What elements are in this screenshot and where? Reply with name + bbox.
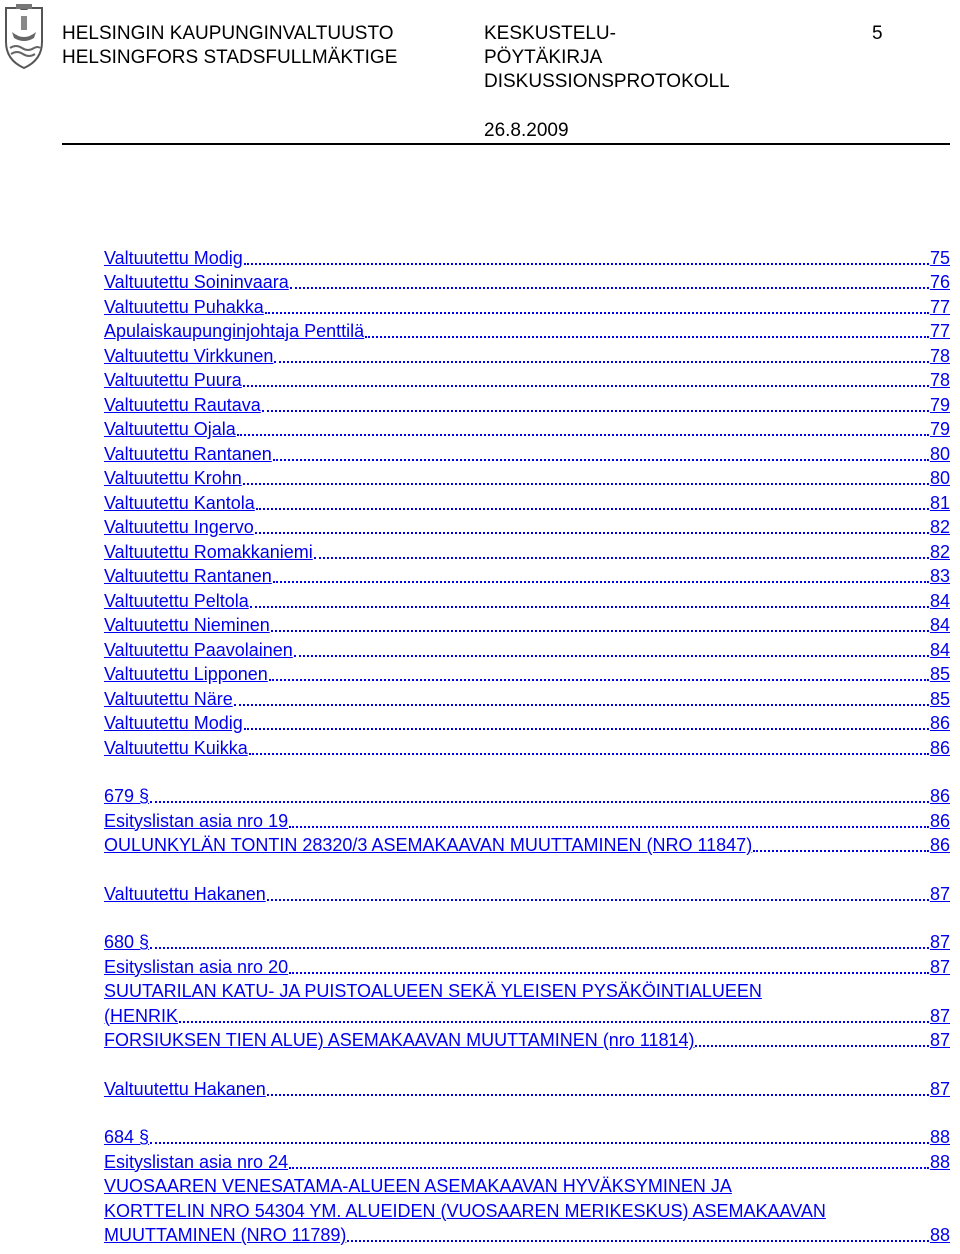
toc-entry-page-number: 77 [929,321,950,341]
toc-entry-label: MUUTTAMINEN (NRO 11789) [104,1225,347,1245]
toc-entry-label: OULUNKYLÄN TONTIN 28320/3 ASEMAKAAVAN MUUTTAMINEN (NRO 11847) [104,835,753,855]
toc-entry-page-number: 87 [929,956,950,977]
page-number: 5 [872,23,883,44]
dot-leader [267,899,929,901]
section-gap [104,856,950,880]
toc-entry-page-number: 87 [929,1030,950,1050]
dot-leader [179,1021,929,1023]
toc-entry-label: Valtuutettu Modig [104,713,243,733]
toc-entry-link[interactable] [104,734,950,759]
toc-entry-label: Valtuutettu Soininvaara [104,272,289,292]
toc-entry-link[interactable] [104,612,950,637]
dot-leader [269,679,929,681]
toc-entry-link[interactable] [104,953,950,978]
toc-entry-page-number: 86 [929,737,950,758]
toc-entry-link[interactable] [104,440,950,465]
toc-entry-page-number: 87 [929,1078,950,1099]
toc-entry-link[interactable] [104,587,950,612]
toc-entry-label: Valtuutettu Puhakka [104,296,264,317]
toc-entry-page-number: 82 [929,541,950,562]
dot-leader [255,532,929,534]
toc-entry-link[interactable] [104,929,950,954]
dot-leader [294,655,929,657]
toc-entry-label: Valtuutettu Virkkunen [104,345,274,366]
toc-entry-label: Valtuutettu Rantanen [104,566,272,586]
toc-entry-link[interactable] [104,318,950,343]
toc-entry-link[interactable] [104,269,950,294]
document-type-line-3: DISKUSSIONSPROTOKOLL [484,71,730,92]
toc-entry-page-number: 84 [929,639,950,660]
toc-entry-label: (HENRIK [104,1005,179,1026]
dot-leader [273,459,929,461]
dot-leader [695,1045,928,1047]
toc-entry-link[interactable] [104,710,950,735]
toc-entry-link[interactable] [104,293,950,318]
toc-entry-link[interactable] [104,832,950,857]
toc-entry-link[interactable] [104,1075,950,1100]
dot-leader [150,801,929,803]
organisation-name-swedish: HELSINGFORS STADSFULLMÄKTIGE [62,47,398,68]
toc-entry-link[interactable] [104,1222,950,1247]
dot-leader [237,434,929,436]
toc-entry-page-number: 82 [929,517,950,537]
table-of-contents [104,244,950,1246]
dot-leader [271,630,929,632]
toc-entry-page-number: 88 [929,1127,950,1147]
toc-entry-label: VUOSAAREN VENESATAMA-ALUEEN ASEMAKAAVAN HYVÄKSYMINEN JA [104,1176,732,1196]
document-type-line-1: KESKUSTELU- [484,23,616,44]
dot-leader [243,385,929,387]
dot-leader [243,483,929,485]
toc-entry-page-number: 79 [929,394,950,415]
toc-entry-label: Esityslistan asia nro 24 [104,1151,289,1172]
toc-entry-label: Valtuutettu Hakanen [104,883,266,904]
dot-leader [273,581,929,583]
toc-entry-label: Valtuutettu Paavolainen [104,639,293,660]
toc-entry-label: Valtuutettu Rantanen [104,443,272,464]
document-type-line-2: PÖYTÄKIRJA [484,47,603,68]
toc-entry-link[interactable] [104,636,950,661]
toc-entry-page-number: 80 [929,468,950,488]
toc-entry-page-number: 86 [929,810,950,831]
toc-entry-link[interactable] [104,342,950,367]
dot-leader [244,263,929,265]
toc-entry-link[interactable] [104,465,950,490]
toc-entry-page-number: 85 [929,664,950,684]
toc-entry-label: Valtuutettu Ojala [104,419,236,439]
helsinki-coat-of-arms-icon [2,2,46,74]
dot-leader [290,287,929,289]
toc-entry-page-number: 78 [929,345,950,366]
toc-entry-page-number: 85 [929,688,950,709]
toc-entry-label: Valtuutettu Krohn [104,468,242,488]
toc-entry-label: SUUTARILAN KATU- JA PUISTOALUEEN SEKÄ YLEISEN PYSÄKÖINTIALUEEN [104,981,762,1001]
toc-entry-link[interactable] [104,1027,950,1052]
toc-entry-label: 680 § [104,932,150,952]
toc-entry-page-number: 76 [929,272,950,292]
header-divider [62,143,950,145]
dot-leader [244,728,929,730]
dot-leader [314,557,929,559]
toc-entry-label: Valtuutettu Näre [104,688,233,709]
toc-entry-link[interactable] [104,367,950,392]
section-gap [104,1100,950,1124]
toc-entry-page-number: 86 [929,713,950,733]
toc-entry-link[interactable] [104,880,950,905]
dot-leader [267,1094,929,1096]
dot-leader [289,826,929,828]
toc-entry-page-number: 75 [929,247,950,268]
toc-entry-page-number: 83 [929,566,950,586]
toc-entry-label: 679 § [104,786,150,806]
dot-leader [249,753,929,755]
toc-entry-page-number: 86 [929,786,950,806]
toc-entry-label: FORSIUKSEN TIEN ALUE) ASEMAKAAVAN MUUTTAMINEN (nro 11814) [104,1030,695,1050]
toc-entry-page-number: 87 [929,932,950,952]
toc-entry-label: Valtuutettu Modig [104,247,243,268]
toc-entry-link[interactable] [104,244,950,269]
toc-entry-label: KORTTELIN NRO 54304 YM. ALUEIDEN (VUOSAAREN MERIKESKUS) ASEMAKAAVAN [104,1200,826,1221]
dot-leader [289,1167,929,1169]
toc-entry-page-number: 86 [929,835,950,855]
toc-entry-page-number: 78 [929,370,950,390]
dot-leader [265,312,929,314]
dot-leader [289,972,929,974]
toc-entry-label: Esityslistan asia nro 19 [104,810,289,831]
toc-entry-label: Valtuutettu Lipponen [104,664,268,684]
dot-leader [150,947,929,949]
toc-entry-page-number: 77 [929,296,950,317]
dot-leader [150,1142,929,1144]
dot-leader [250,606,929,608]
toc-entry-link[interactable] [104,1002,950,1027]
section-gap [104,759,950,783]
toc-entry-link[interactable] [104,685,950,710]
toc-entry-label: Valtuutettu Peltola [104,590,249,611]
toc-entry-label: 684 § [104,1127,150,1147]
dot-leader [234,704,929,706]
toc-entry-page-number: 87 [929,1005,950,1026]
toc-entry-link[interactable] [104,538,950,563]
organisation-name-finnish: HELSINGIN KAUPUNGINVALTUUSTO [62,23,394,44]
toc-entry-link[interactable] [104,661,950,686]
toc-entry-link[interactable] [104,416,950,441]
toc-entry-page-number: 88 [929,1151,950,1172]
toc-entry-link[interactable] [104,978,950,1003]
meeting-date: 26.8.2009 [484,120,569,141]
toc-entry-label: Valtuutettu Rautava [104,394,261,415]
toc-entry-link[interactable] [104,489,950,514]
dot-leader [262,410,929,412]
dot-leader [274,361,929,363]
toc-entry-page-number: 80 [929,443,950,464]
toc-entry-label: Esityslistan asia nro 20 [104,956,289,977]
toc-entry-label: Apulaiskaupunginjohtaja Penttilä [104,321,365,341]
toc-entry-label: Valtuutettu Ingervo [104,517,254,537]
toc-entry-page-number: 81 [929,492,950,513]
toc-entry-link[interactable] [104,1124,950,1149]
toc-entry-link[interactable] [104,563,950,588]
toc-entry-label: Valtuutettu Kuikka [104,737,248,758]
dot-leader [347,1240,929,1242]
toc-entry-link[interactable] [104,1148,950,1173]
toc-entry-link[interactable] [104,514,950,539]
toc-entry-link[interactable] [104,391,950,416]
toc-entry-link[interactable] [104,1197,950,1222]
dot-leader [365,336,929,338]
toc-entry-link[interactable] [104,807,950,832]
toc-entry-page-number: 79 [929,419,950,439]
toc-entry-label: Valtuutettu Nieminen [104,615,270,635]
dot-leader [256,508,929,510]
toc-entry-label: Valtuutettu Hakanen [104,1078,266,1099]
toc-entry-label: Valtuutettu Puura [104,370,242,390]
toc-entry-label: Valtuutettu Kantola [104,492,255,513]
toc-entry-page-number: 88 [929,1225,950,1245]
toc-entry-label: Valtuutettu Romakkaniemi [104,541,313,562]
toc-entry-link[interactable] [104,783,950,808]
section-gap [104,905,950,929]
dot-leader [753,850,929,852]
toc-entry-link[interactable] [104,1173,950,1198]
toc-entry-page-number: 87 [929,883,950,904]
section-gap [104,1051,950,1075]
toc-entry-page-number: 84 [929,590,950,611]
toc-entry-page-number: 84 [929,615,950,635]
